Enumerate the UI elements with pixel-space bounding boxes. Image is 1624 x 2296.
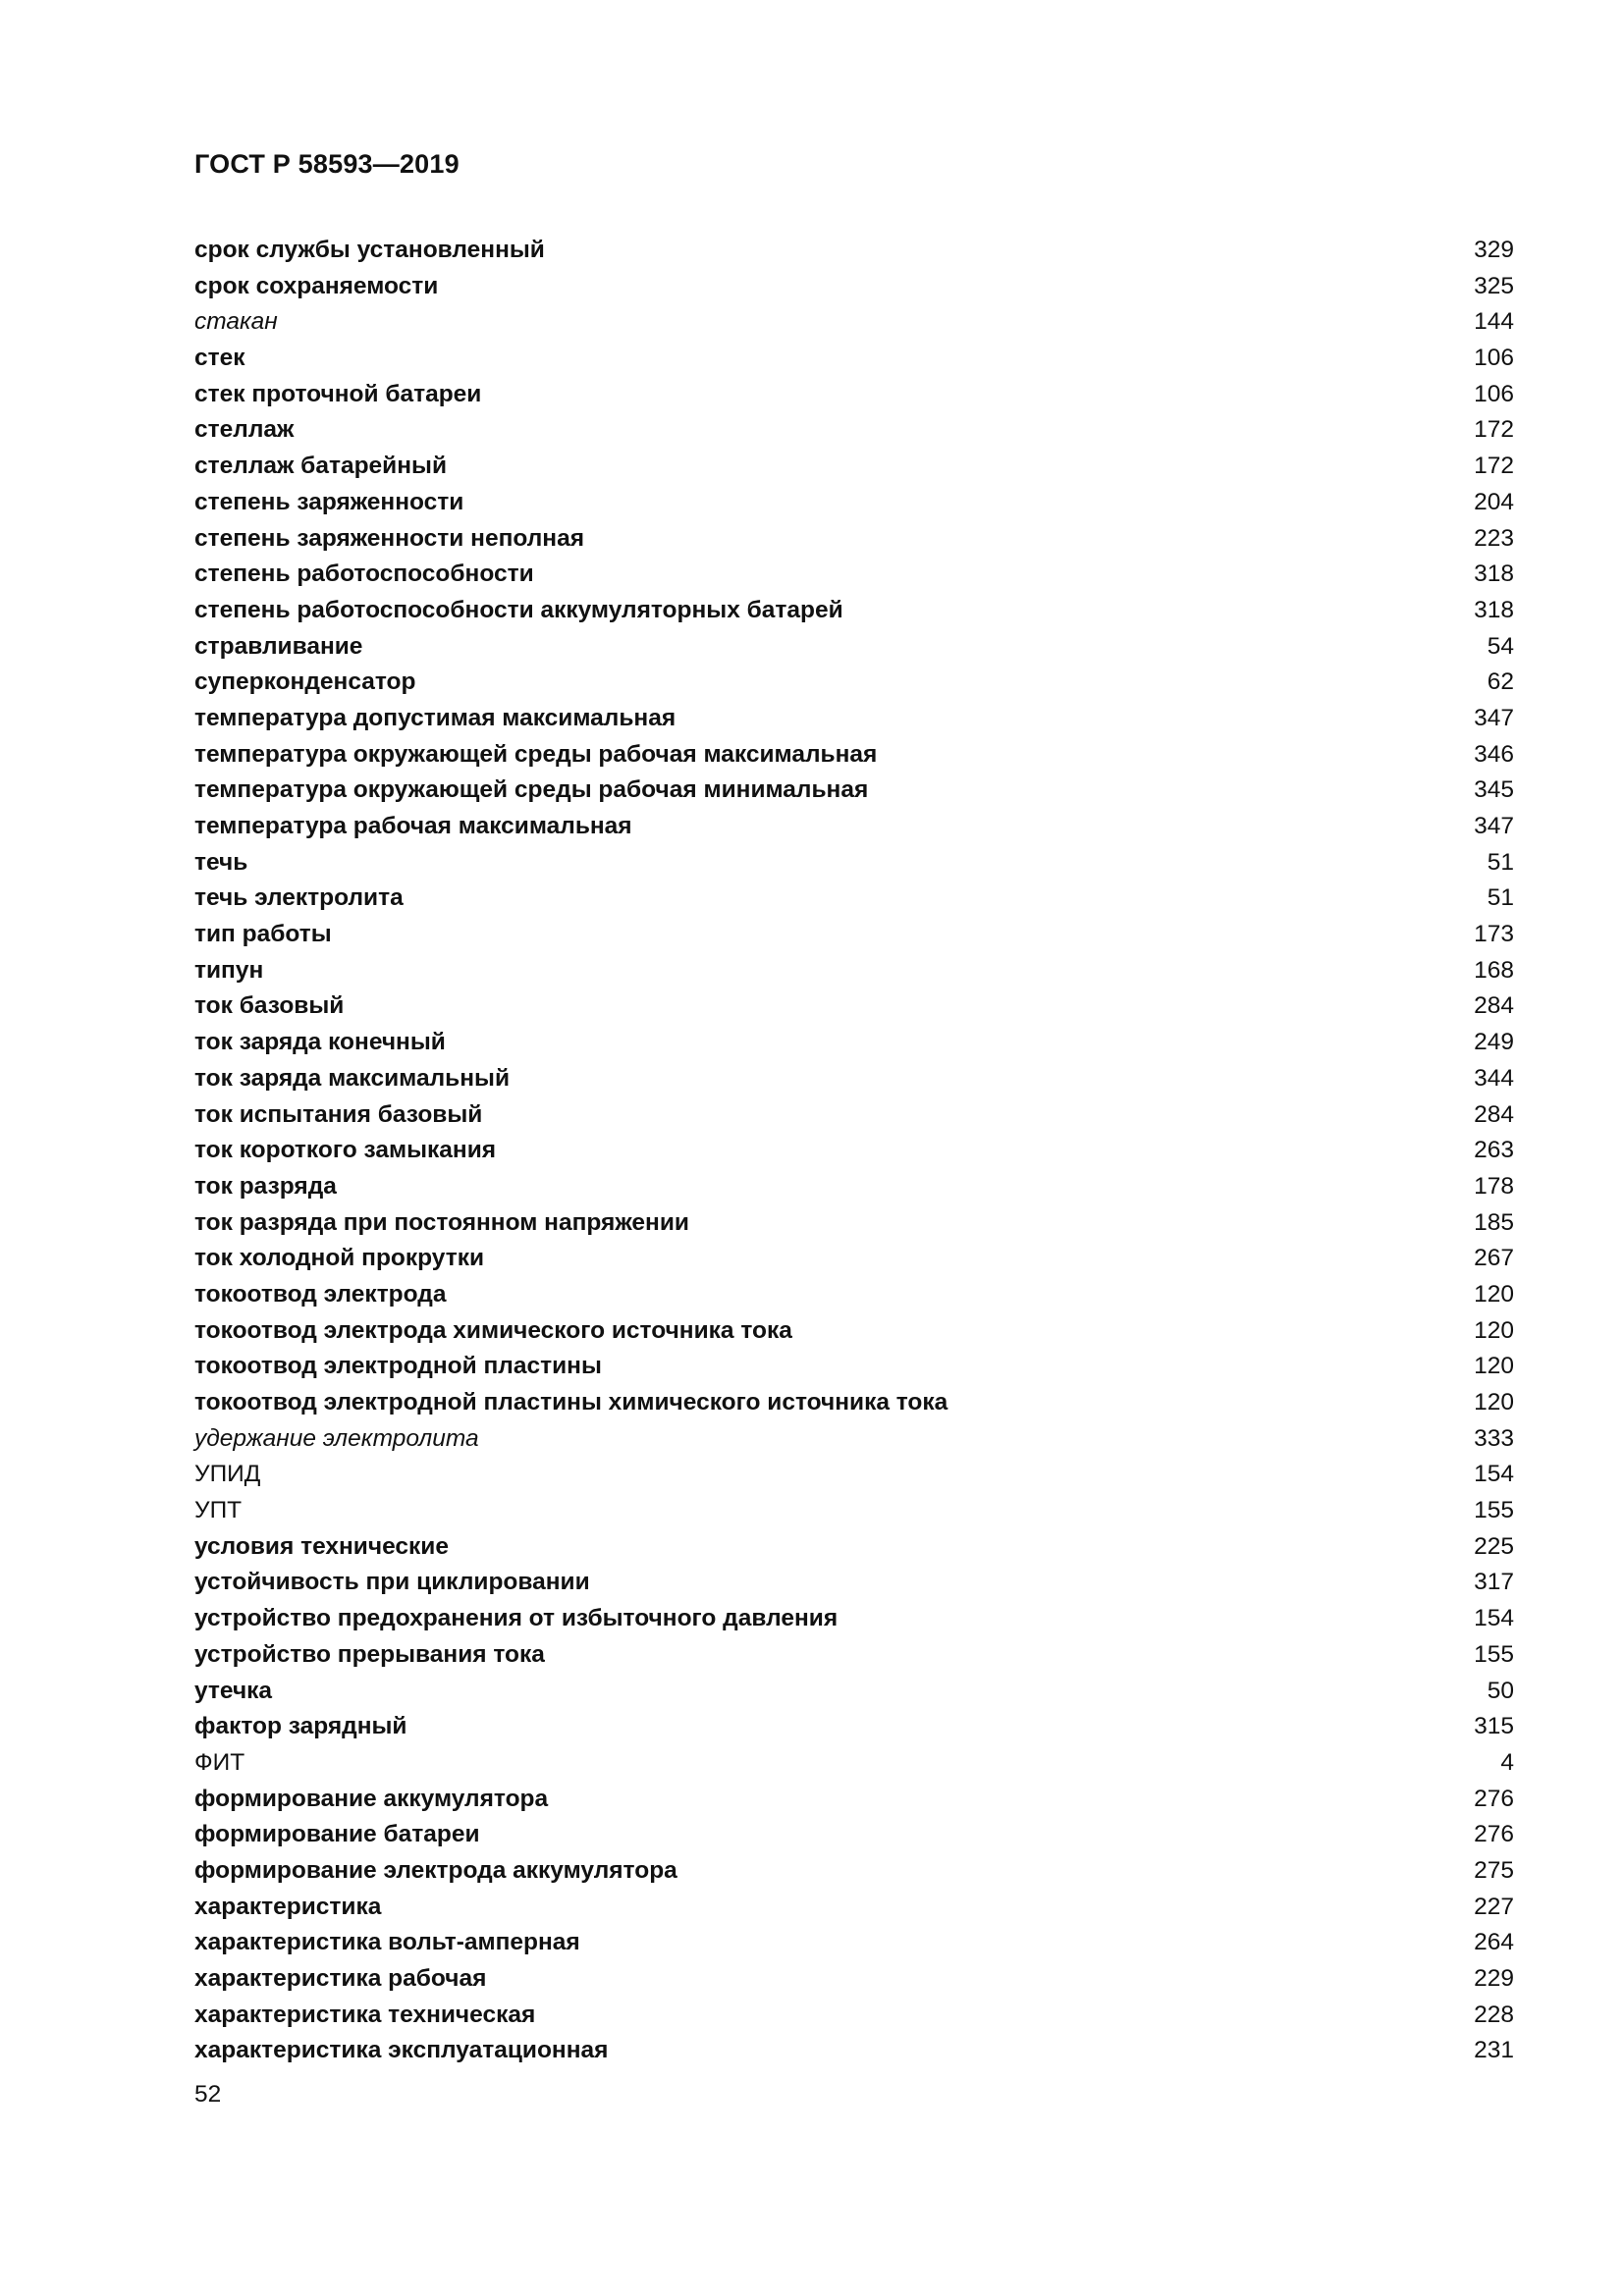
index-entry: [194, 1817, 1514, 1853]
index-entry: [194, 665, 1514, 701]
index-entry: [194, 449, 1514, 485]
index-term: формирование аккумулятора: [194, 1785, 549, 1812]
index-clause-number: 347: [1474, 813, 1514, 839]
index-term: стравливание: [194, 632, 363, 660]
index-entry: [194, 1782, 1514, 1818]
index-term: устройство прерывания тока: [194, 1640, 545, 1668]
index-clause-number: 229: [1474, 1965, 1514, 1992]
index-entry: [194, 629, 1514, 666]
index-term: токоотвод электрода химического источника тока: [194, 1316, 792, 1344]
index-entry: [194, 341, 1514, 377]
index-entry: [194, 1925, 1514, 1961]
index-entry: [194, 1853, 1514, 1890]
index-clause-number: 204: [1474, 488, 1514, 515]
index-clause-number: 4: [1500, 1748, 1514, 1776]
index-clause-number: 227: [1474, 1893, 1514, 1920]
index-entry: [194, 1205, 1514, 1242]
index-clause-number: 155: [1474, 1640, 1514, 1668]
index-entry: [194, 412, 1514, 449]
index-entry: [194, 737, 1514, 774]
index-term: характеристика эксплуатационная: [194, 2037, 609, 2064]
index-term: стек: [194, 345, 245, 372]
index-entry: [194, 1421, 1514, 1458]
index-clause-number: 264: [1474, 1929, 1514, 1956]
index-entry: [194, 377, 1514, 413]
index-clause-number: 154: [1474, 1461, 1514, 1488]
index-term: ток холодной прокрутки: [194, 1245, 485, 1272]
index-term: тип работы: [194, 921, 332, 948]
index-entry: [194, 1313, 1514, 1350]
index-entry: [194, 1745, 1514, 1782]
index-term: ток заряда максимальный: [194, 1064, 511, 1092]
index-term: ток базовый: [194, 992, 345, 1020]
index-term: характеристика рабочая: [194, 1965, 487, 1992]
index-clause-number: 333: [1474, 1424, 1514, 1452]
index-entry: [194, 1133, 1514, 1169]
index-entry: [194, 1890, 1514, 1926]
index-entry: [194, 269, 1514, 305]
index-term: степень работоспособности аккумуляторных батарей: [194, 596, 843, 623]
index-clause-number: 168: [1474, 956, 1514, 984]
index-entry: [194, 845, 1514, 881]
index-clause-number: 106: [1474, 345, 1514, 372]
index-entry: [194, 701, 1514, 737]
index-clause-number: 50: [1487, 1677, 1514, 1704]
index-entry: [194, 773, 1514, 809]
index-term: характеристика вольт-амперная: [194, 1929, 580, 1956]
index-clause-number: 120: [1474, 1353, 1514, 1380]
index-term: ток заряда конечный: [194, 1029, 446, 1056]
index-entry: [194, 1961, 1514, 1998]
index-entry: [194, 1097, 1514, 1134]
index-term: токоотвод электродной пластины химического источника тока: [194, 1389, 948, 1415]
index-entry: [194, 809, 1514, 845]
index-term: ФИТ: [194, 1748, 245, 1776]
index-entry: [194, 1709, 1514, 1745]
index-entry: [194, 881, 1514, 917]
document-id: ГОСТ Р 58593—2019: [194, 149, 460, 179]
index-entry: [194, 593, 1514, 629]
index-clause-number: 154: [1474, 1605, 1514, 1632]
index-term: степень заряженности: [194, 488, 464, 515]
index-term: УПТ: [194, 1497, 243, 1524]
index-term: характеристика техническая: [194, 2001, 536, 2028]
index-clause-number: 51: [1487, 848, 1514, 876]
index-clause-number: 106: [1474, 380, 1514, 407]
index-clause-number: 249: [1474, 1029, 1514, 1056]
index-term: степень заряженности неполная: [194, 524, 585, 552]
index-entry: [194, 917, 1514, 953]
index-clause-number: 54: [1487, 632, 1514, 660]
index-clause-number: 263: [1474, 1137, 1514, 1164]
index-entry: [194, 1998, 1514, 2034]
index-clause-number: 344: [1474, 1064, 1514, 1092]
index-term: устройство предохранения от избыточного давления: [194, 1605, 839, 1632]
index-term: фактор зарядный: [194, 1713, 407, 1740]
index-term: стеллаж: [194, 416, 295, 444]
index-entry: [194, 988, 1514, 1025]
index-clause-number: 173: [1474, 921, 1514, 948]
index-term: токоотвод электродной пластины: [194, 1353, 602, 1380]
index-entry: [194, 485, 1514, 521]
index-clause-number: 120: [1474, 1316, 1514, 1344]
index-clause-number: 284: [1474, 1100, 1514, 1128]
index-term: условия технические: [194, 1532, 449, 1560]
index-term: стек проточной батареи: [194, 380, 482, 407]
index-entry: [194, 1674, 1514, 1710]
index-entry: [194, 1061, 1514, 1097]
index-term: УПИД: [194, 1461, 261, 1488]
index-clause-number: 225: [1474, 1532, 1514, 1560]
index-term: температура окружающей среды рабочая минимальная: [194, 776, 869, 804]
index-clause-number: 346: [1474, 740, 1514, 768]
index-entry: [194, 1529, 1514, 1566]
index-entry: [194, 521, 1514, 558]
index-term: стакан: [194, 308, 278, 336]
index-entry: [194, 1277, 1514, 1313]
index-term: характеристика: [194, 1893, 382, 1920]
index-term: устойчивость при циклировании: [194, 1569, 590, 1596]
index-entry: [194, 1457, 1514, 1493]
index-clause-number: 228: [1474, 2001, 1514, 2028]
index-clause-number: 120: [1474, 1389, 1514, 1415]
index-term: ток короткого замыкания: [194, 1137, 497, 1164]
index-entry: [194, 2033, 1514, 2069]
index-clause-number: 172: [1474, 416, 1514, 444]
index-clause-number: 275: [1474, 1856, 1514, 1884]
index-entry: [194, 1025, 1514, 1061]
index-entry: [194, 953, 1514, 989]
index-term: суперконденсатор: [194, 668, 416, 696]
index-entry: [194, 1493, 1514, 1529]
index-term: температура окружающей среды рабочая максимальная: [194, 740, 878, 768]
index-clause-number: 276: [1474, 1821, 1514, 1848]
index-term: утечка: [194, 1677, 273, 1704]
index-clause-number: 317: [1474, 1569, 1514, 1596]
index-clause-number: 315: [1474, 1713, 1514, 1740]
index-term: температура допустимая максимальная: [194, 704, 677, 731]
index-clause-number: 276: [1474, 1785, 1514, 1812]
index-term: формирование электрода аккумулятора: [194, 1856, 677, 1884]
index-entry: [194, 1349, 1514, 1385]
index-clause-number: 318: [1474, 561, 1514, 588]
index-term: срок сохраняемости: [194, 272, 439, 299]
index-clause-number: 325: [1474, 272, 1514, 299]
index-clause-number: 120: [1474, 1280, 1514, 1308]
index-clause-number: 155: [1474, 1497, 1514, 1524]
index-entry: [194, 1601, 1514, 1637]
index-entry: [194, 1565, 1514, 1601]
index-term: токоотвод электрода: [194, 1280, 447, 1308]
index-term: степень работоспособности: [194, 561, 534, 588]
index-clause-number: 347: [1474, 704, 1514, 731]
index-term: ток разряда: [194, 1172, 337, 1200]
index-clause-number: 284: [1474, 992, 1514, 1020]
index-clause-number: 318: [1474, 596, 1514, 623]
index-entry: [194, 1241, 1514, 1277]
index-entry: [194, 233, 1514, 269]
page-number: 52: [194, 2081, 222, 2108]
index-term: ток испытания базовый: [194, 1100, 483, 1128]
index-clause-number: 51: [1487, 884, 1514, 912]
index-clause-number: 267: [1474, 1245, 1514, 1272]
index-term: типун: [194, 956, 264, 984]
index-entry: [194, 304, 1514, 341]
index-term: течь электролита: [194, 884, 404, 912]
index-term: формирование батареи: [194, 1821, 480, 1848]
index-clause-number: 144: [1474, 308, 1514, 336]
index-term: температура рабочая максимальная: [194, 813, 632, 839]
index-clause-number: 62: [1487, 668, 1514, 696]
index-clause-number: 231: [1474, 2037, 1514, 2064]
index-entry: [194, 1385, 1514, 1421]
index-entry: [194, 557, 1514, 593]
index-entry: [194, 1169, 1514, 1205]
index-clause-number: 172: [1474, 453, 1514, 480]
index-term: ток разряда при постоянном напряжении: [194, 1208, 689, 1236]
index-clause-number: 345: [1474, 776, 1514, 804]
index-clause-number: 223: [1474, 524, 1514, 552]
index-term: стеллаж батарейный: [194, 453, 447, 480]
index-clause-number: 178: [1474, 1172, 1514, 1200]
index-term: срок службы установленный: [194, 237, 545, 263]
term-index-list: [194, 233, 1514, 2069]
index-term: течь: [194, 848, 248, 876]
index-clause-number: 185: [1474, 1208, 1514, 1236]
index-entry: [194, 1637, 1514, 1674]
index-clause-number: 329: [1474, 237, 1514, 263]
index-term: удержание электролита: [194, 1424, 479, 1452]
